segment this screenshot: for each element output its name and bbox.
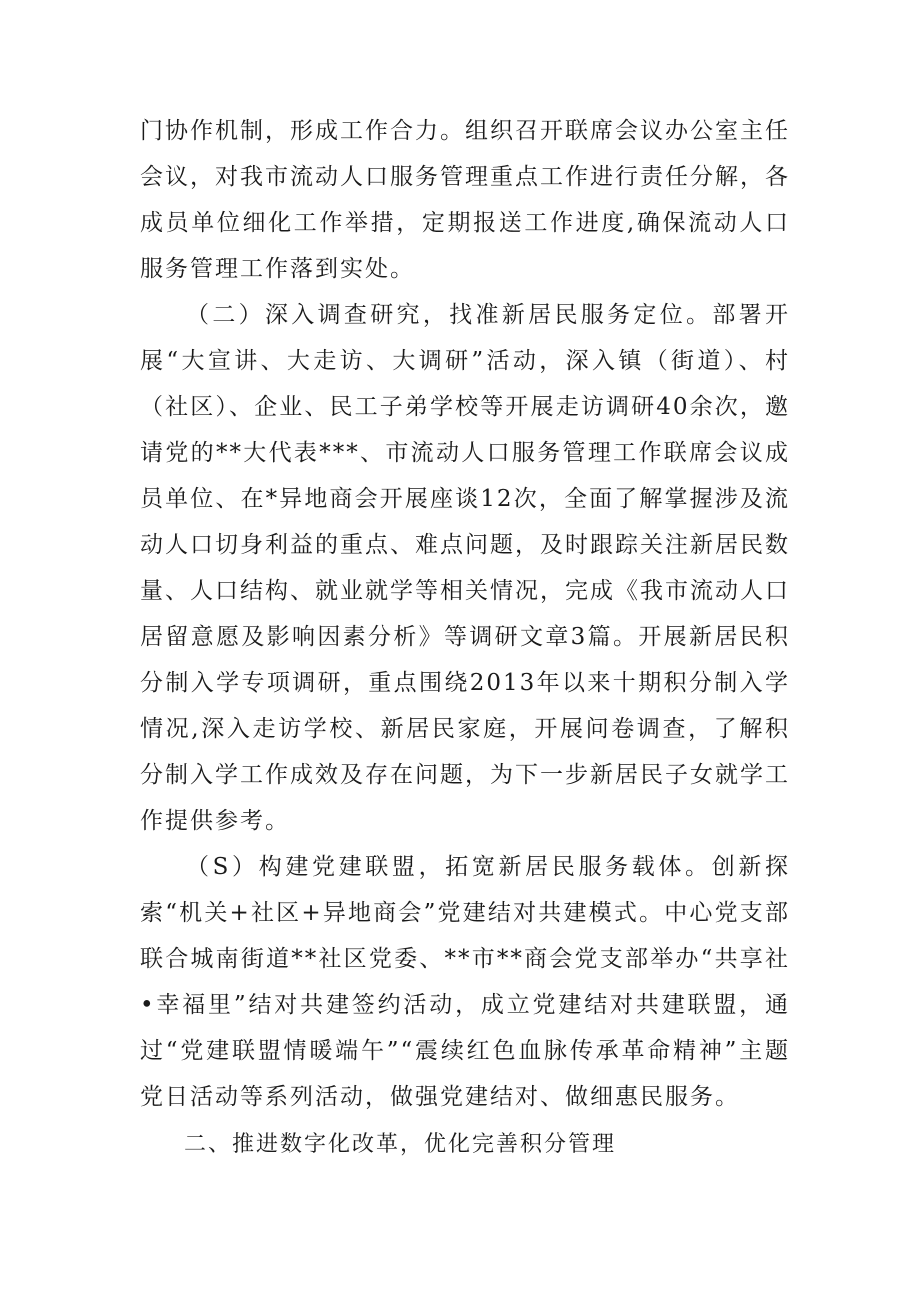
paragraph-continuation: 门协作机制，形成工作合力。组织召开联席会议办公室主任会议，对我市流动人口服务管理重点工作进行责任分解，各成员单位细化工作举措，定期报送工作进度,确保流动人口服务管理工作落到实处。: [140, 118, 790, 282]
paragraph-party-alliance: （S）构建党建联盟，拓宽新居民服务载体。创新探索“机关+社区+异地商会”党建结对共建模式。中心党支部联合城南街道**社区党委、**市**商会党支部举办“共享社•幸福里”结对共建签约活动，成立党建结对共建联盟，通过“党建联盟情暖端午”“震续红色血脉传承革命精神”主题党日活动等系列活动，做强党建结对、做细惠民服务。: [140, 854, 790, 1110]
paragraph-research: （二）深入调查研究，找准新居民服务定位。部署开展“大宣讲、大走访、大调研”活动，深入镇（街道）、村（社区）、企业、民工子弟学校等开展走访调研40余次，邀请党的**大代表***、市流动人口服务管理工作联席会议成员单位、在*异地商会开展座谈12次，全面了解掌握涉及流动人口切身利益的重点、难点问题，及时跟踪关注新居民数量、人口结构、就业就学等相关情况，完成《我市流动人口居留意愿及影响因素分析》等调研文章3篇。开展新居民积分制入学专项调研，重点围绕2013年以来十期积分制入学情况,深入走访学校、新居民家庭，开展问卷调查，了解积分制入学工作成效及存在问题，为下一步新居民子女就学工作提供参考。: [140, 302, 790, 834]
section-heading: 二、推进数字化改革，优化完善积分管理: [184, 1132, 617, 1157]
document-body: [140, 108, 790, 1168]
